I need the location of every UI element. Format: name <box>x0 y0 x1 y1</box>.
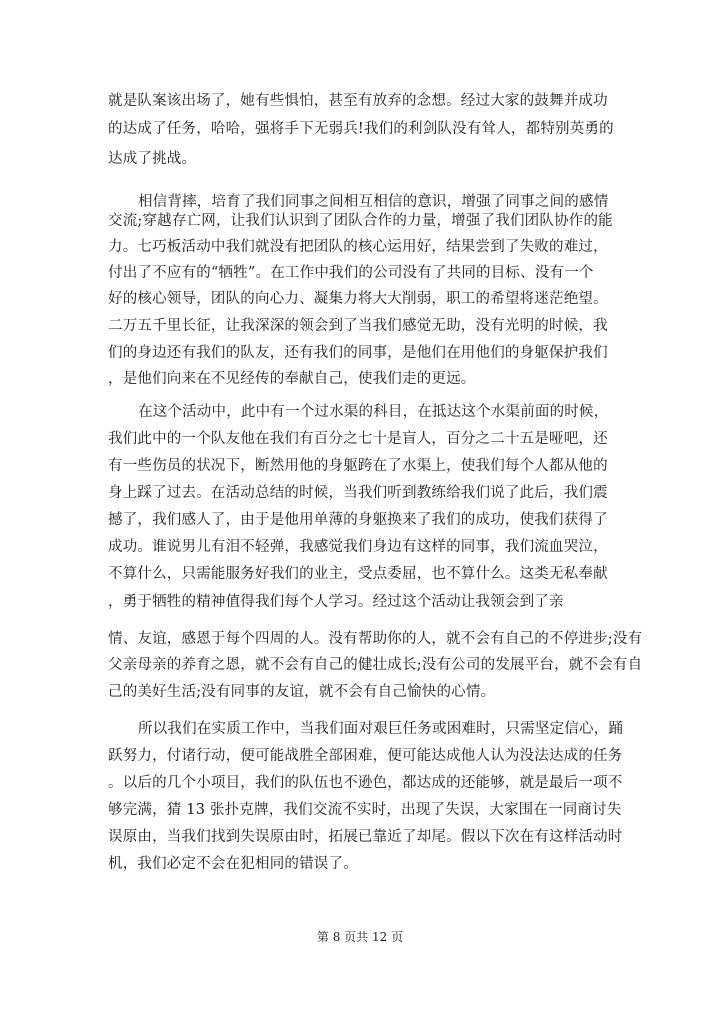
paragraph-2-line-6: 二万五千里长征，让我深深的领会到了当我们感觉无助，没有光明的时候，我 <box>108 318 608 334</box>
paragraph-2-line-3: 力。七巧板活动中我们就没有把团队的核心运用好，结果尝到了失败的难过， <box>108 239 608 255</box>
paragraph-3-line-7: 不算什么，只需能服务好我们的业主，受点委屈，也不算什么。这类无私奉献 <box>108 566 608 582</box>
paragraph-3-line-1: 在这个活动中，此中有一个过水渠的科目，在抵达这个水渠前面的时候， <box>138 404 609 420</box>
paragraph-1-line-2: 的达成了任务，哈哈，强将手下无弱兵!我们的利剑队没有耸人，都特别英勇的 <box>108 121 614 137</box>
paragraph-3-line-5: 撼了，我们感人了，由于是他用单薄的身躯换来了我们的成功，使我们获得了 <box>108 512 608 528</box>
paragraph-5-line-1: 所以我们在实质工作中，当我们面对艰巨任务或困难时，只需坚定信心，踊 <box>138 721 624 737</box>
paragraph-2-line-7: 们的身边还有我们的队友，还有我们的同事，是他们在用他们的身躯保护我们 <box>108 345 608 361</box>
paragraph-3-line-4: 身上踩了过去。在活动总结的时候，当我们听到教练给我们说了此后，我们震 <box>108 485 608 501</box>
page-number-footer: 第 8 页共 12 页 <box>316 930 404 944</box>
paragraph-2-line-8: ，是他们向来在不见经传的奉献自己，使我们走的更远。 <box>108 371 476 387</box>
paragraph-3-line-3: 有一些伤员的状况下，断然用他的身躯跨在了水渠上，使我们每个人都从他的 <box>108 458 608 474</box>
paragraph-5-line-2: 跃努力，付诸行动，便可能战胜全部困难，便可能达成他人认为没法达成的任务 <box>108 748 623 764</box>
paragraph-5-line-5: 误原由，当我们找到失误原由时，拓展已靠近了却尾。假以下次在有这样活动时 <box>108 829 623 845</box>
paragraph-3-line-2: 我们此中的一个队友他在我们有百分之七十是盲人，百分之二十五是哑吧，还 <box>108 431 608 447</box>
paragraph-3-line-8: ，勇于牺牲的精神值得我们每个人学习。经过这个活动让我领会到了亲 <box>108 594 564 610</box>
paragraph-5-line-3: 。以后的几个小项目，我们的队伍也不逊色，都达成的还能够，就是最后一项不 <box>108 775 623 791</box>
paragraph-4-line-3: 己的美好生活;没有同事的友谊，就不会有自己愉快的心情。 <box>108 684 496 700</box>
paragraph-5-line-6: 机，我们必定不会在犯相同的错误了。 <box>108 856 358 872</box>
paragraph-4-line-2: 父亲母亲的养育之恩，就不会有自己的健壮成长;没有公司的发展平台，就不会有自 <box>108 657 643 673</box>
paragraph-1-line-3: 达成了挑战。 <box>108 151 197 167</box>
paragraph-1-line-1: 就是队案该出场了，她有些惧怕，甚至有放弃的念想。经过大家的鼓舞并成功 <box>108 93 608 109</box>
paragraph-2-line-2: 交流;穿越存亡网，让我们认识到了团队合作的力量，增强了我们团队协作的能 <box>108 213 613 229</box>
paragraph-2-line-4: 付出了不应有的“牺牲”。在工作中我们的公司没有了共同的目标、没有一个 <box>108 265 594 281</box>
paragraph-5-line-4: 够完满，猜 13 张扑克牌，我们交流不实时，出现了失误，大家围在一同商讨失 <box>108 802 622 818</box>
paragraph-2-line-5: 好的核心领导，团队的向心力、凝集力将大大削弱，职工的希望将迷茫绝望。 <box>108 291 608 307</box>
paragraph-2-line-1: 相信背摔，培育了我们同事之间相互相信的意识，增强了同事之间的感情 <box>138 194 609 210</box>
paragraph-3-line-6: 成功。谁说男儿有泪不轻弹，我感觉我们身边有这样的同事，我们流血哭泣， <box>108 539 608 555</box>
paragraph-4-line-1: 情、友谊，感恩于每个四周的人。没有帮助你的人，就不会有自己的不停进步;没有 <box>108 631 643 647</box>
